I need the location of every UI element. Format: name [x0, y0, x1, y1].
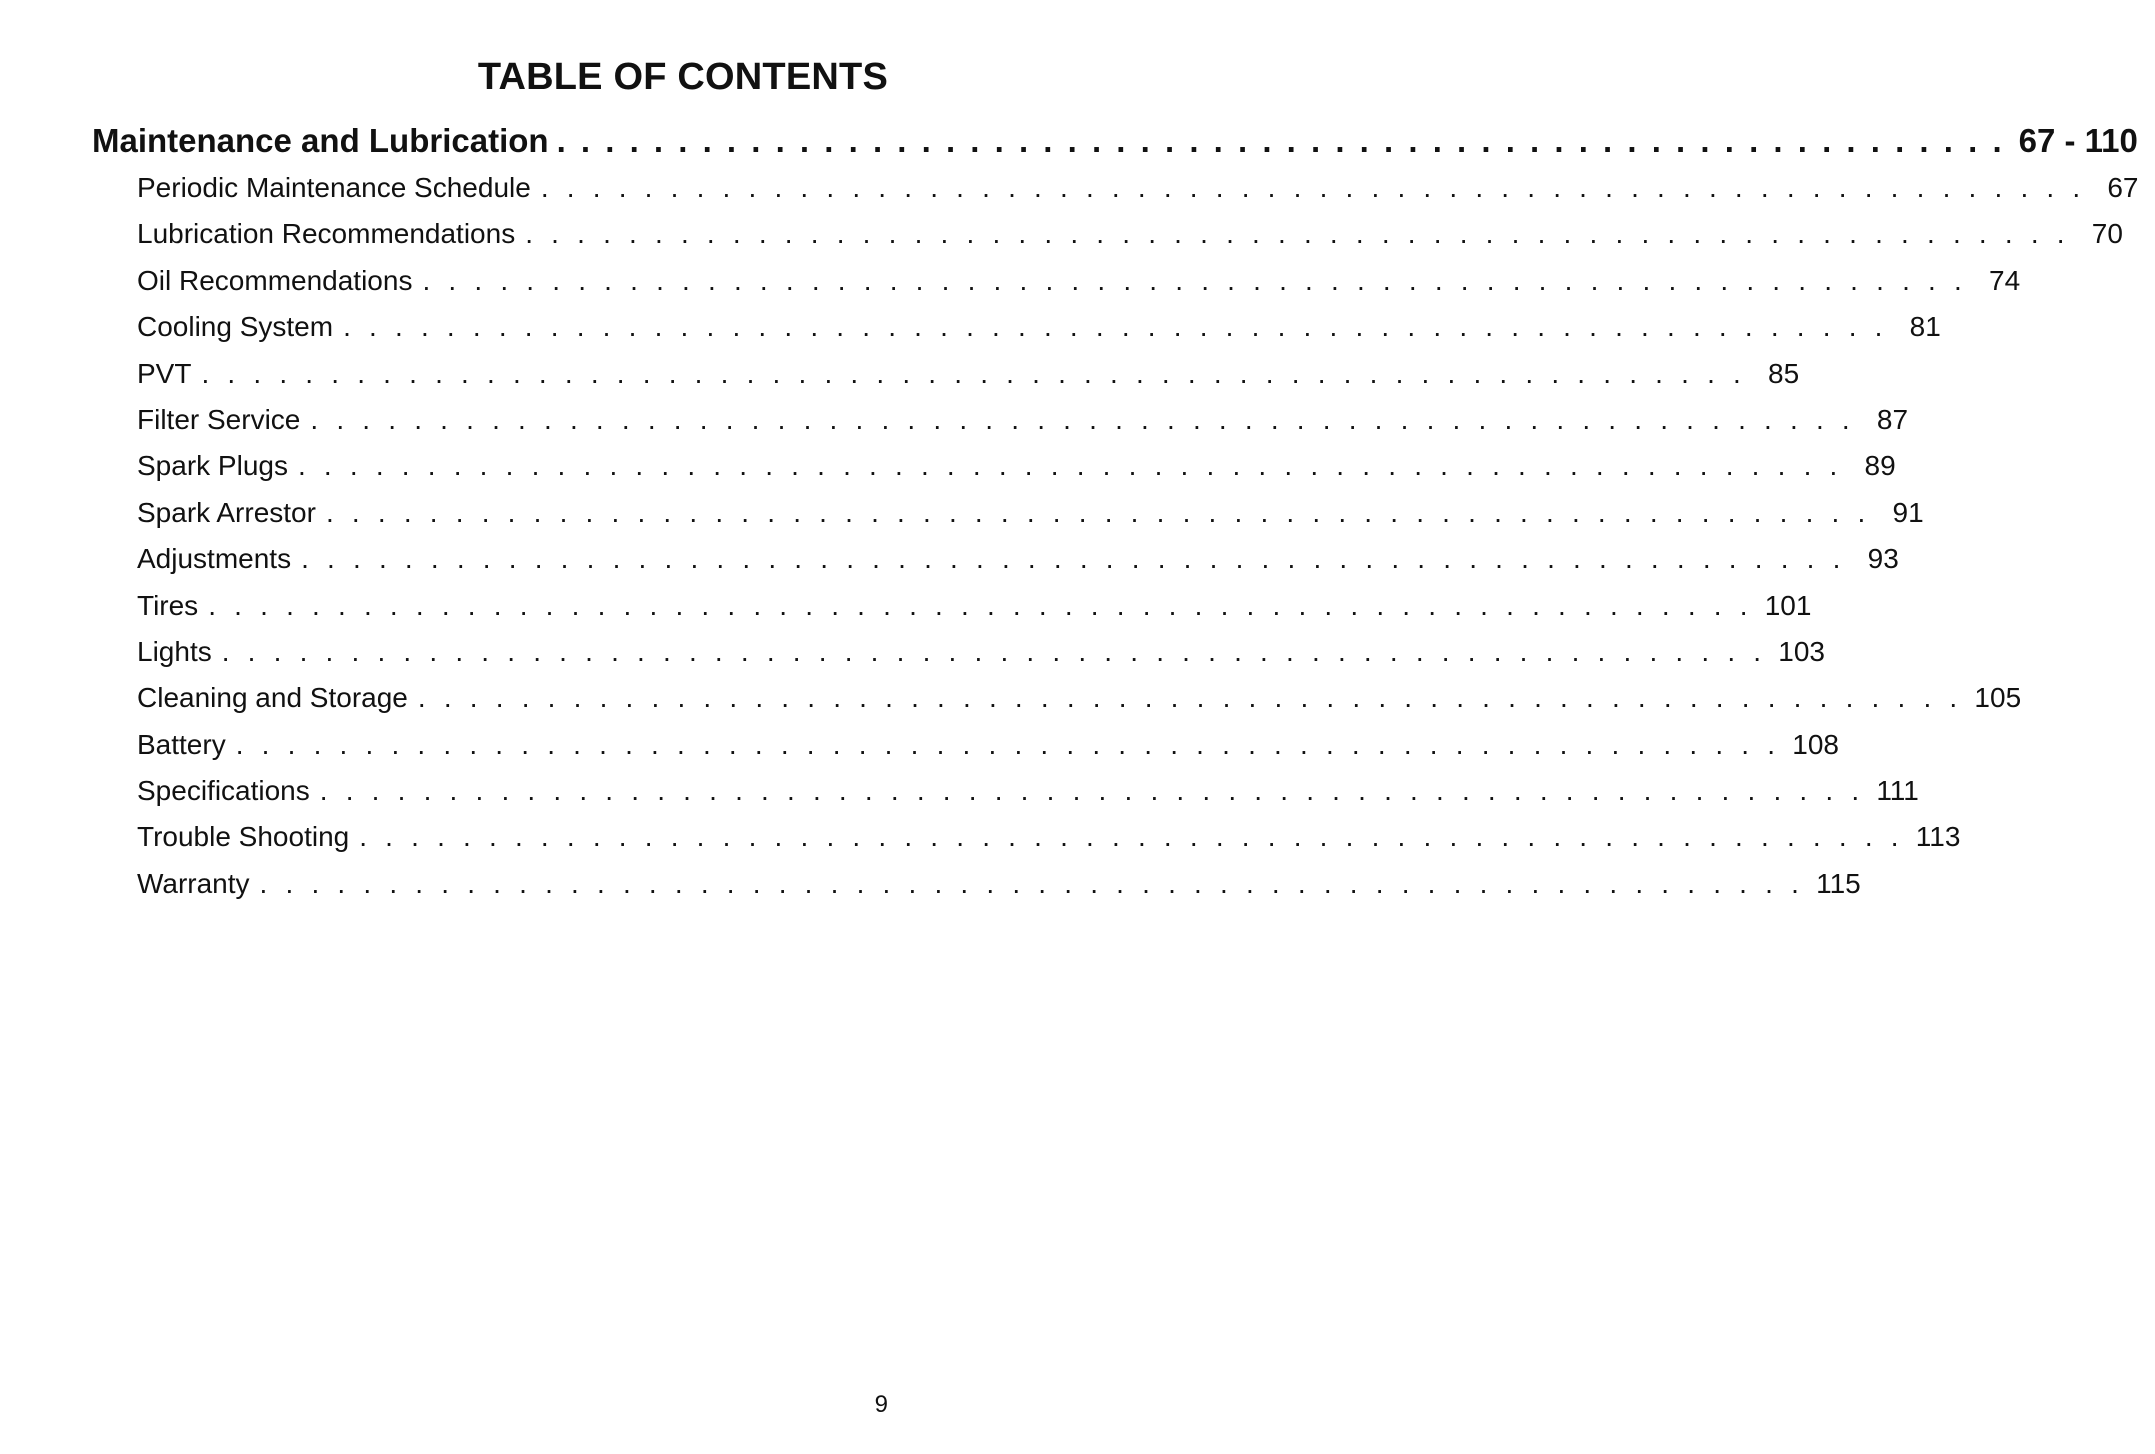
toc-entry-label: Trouble Shooting	[137, 821, 350, 853]
toc-entry[interactable]	[137, 543, 1899, 589]
page-title: TABLE OF CONTENTS	[477, 56, 888, 98]
toc-entry-page: 115	[1816, 867, 1861, 899]
dot-leader: . . . . . . . . . . . . . . . . . . . . . . . . . . . . . . . . . . . . . . . . . . . . . . . . . . . . . . . . . . . .	[259, 867, 1805, 899]
toc-entry-label: Periodic Maintenance Schedule	[137, 172, 531, 203]
toc-entry[interactable]	[137, 357, 1800, 404]
dot-leader: . . . . . . . . . . . . . . . . . . . . . . . . . . . . . . . . . . . . . . . . . . . . . . . . . . . . . . . . . . . .	[201, 357, 1747, 389]
section-label: Maintenance and Lubrication	[92, 122, 549, 159]
dot-leader: . . . . . . . . . . . . . . . . . . . . . . . . . . . . . . . . . . . . . . . . . . . . . . . . . . . . . . . . . . . .	[540, 172, 2086, 203]
toc-entry-label: Specifications	[137, 775, 310, 807]
toc-entry-label: PVT	[137, 357, 192, 389]
section-page-range: 67 - 110	[2018, 122, 2138, 159]
toc-entry-label: Lubrication Recommendations	[137, 218, 516, 250]
toc-entry[interactable]	[137, 589, 1812, 636]
dot-leader: . . . . . . . . . . . . . . . . . . . . . . . . . . . . . . . . . . . . . . . . . . . . . . . . . . . . . . . . . . . .	[208, 589, 1753, 621]
toc-entry-page: 111	[1876, 775, 1919, 807]
toc-entry-page: 85	[1768, 357, 1800, 389]
toc-entry-label: Spark Arrestor	[137, 496, 316, 528]
toc-entry[interactable]	[137, 218, 2123, 264]
toc-entry-page: 101	[1764, 589, 1812, 621]
toc-entry-page: 89	[1864, 450, 1896, 482]
toc-entry[interactable]	[137, 311, 1941, 357]
toc-entry-label: Tires	[137, 589, 199, 621]
toc-entry-page: 67	[2107, 172, 2139, 203]
toc-entry-label: Adjustments	[137, 543, 292, 575]
toc-section-heading[interactable]	[92, 122, 2138, 160]
toc-entry[interactable]	[137, 728, 1839, 775]
toc-entry-page: 103	[1778, 635, 1825, 667]
dot-leader: . . . . . . . . . . . . . . . . . . . . . . . . . . . . . . . . . . . . . . . . . . . . . . . . . . . . . . . . . . . .	[310, 403, 1855, 435]
dot-leader: . . . . . . . . . . . . . . . . . . . . . . . . . . . . . . . . . . . . . . . . . . . . . . . . . . . . . . . . . . . .	[235, 728, 1781, 760]
toc-entry-page: 74	[1989, 264, 2021, 296]
page-number: 9	[874, 1391, 888, 1418]
toc-entry-page: 87	[1876, 403, 1909, 435]
toc-entry-page: 113	[1915, 821, 1961, 853]
toc-entry[interactable]	[137, 450, 1896, 496]
toc-entry-page: 70	[2091, 218, 2123, 250]
dot-leader: . . . . . . . . . . . . . . . . . . . . . . . . . . . . . . . . . . . . . . . . . . . . . . . . . . . . . . . . . . . .	[221, 635, 1767, 667]
toc-entry-label: Cooling System	[137, 311, 334, 343]
toc-entry[interactable]	[137, 867, 1861, 914]
toc-entry-label: Lights	[137, 635, 212, 667]
dot-leader: . . . . . . . . . . . . . . . . . . . . . . . . . . . . . . . . . . . . . . . . . . . . . . . . . . . . . . . . . . . .	[417, 682, 1963, 714]
toc-entry-page: 93	[1867, 543, 1899, 575]
toc-entry-page: 108	[1792, 728, 1839, 760]
toc-entry[interactable]	[137, 821, 1961, 867]
dot-leader: . . . . . . . . . . . . . . . . . . . . . . . . . . . . . . . . . . . . . . . . . . . . . . . . . . . . . . . . . . . .	[325, 496, 1871, 528]
toc-entry[interactable]	[137, 682, 2022, 728]
toc-entry-label: Oil Recommendations	[137, 264, 413, 296]
dot-leader: . . . . . . . . . . . . . . . . . . . . . . . . . . . . . . . . . . . . . . . . . . . . . . . . . . . . . . . . . . . .	[422, 264, 1967, 296]
toc-entry-page: 91	[1892, 496, 1924, 528]
toc-entry[interactable]	[137, 172, 2139, 218]
toc-entry-label: Warranty	[137, 867, 250, 899]
dot-leader: . . . . . . . . . . . . . . . . . . . . . . . . . . . . . . . . . . . . . . . . . . . . . . . . . . . . . . . . . . . .	[525, 218, 2070, 250]
toc-entry[interactable]	[137, 635, 1825, 682]
dot-leader: . . . . . . . . . . . . . . . . . . . . . . . . . . . . . . . . . . . . . . . . . . . . . . . . . . . . . . . . . . . .	[301, 543, 1846, 575]
dot-leader: . . . . . . . . . . . . . . . . . . . . . . . . . . . . . . . . . . . . . . . . . . . . . . . . . . . . . . . . . . . .	[343, 311, 1888, 343]
toc-entry-label: Cleaning and Storage	[137, 682, 408, 714]
toc-entry-label: Filter Service	[137, 403, 301, 435]
dot-leader: . . . . . . . . . . . . . . . . . . . . . . . . . . . . . . . . . . . . . . . . . . . . . . . . . . . . . . . . . . . .	[319, 775, 1865, 807]
dot-leader: . . . . . . . . . . . . . . . . . . . . . . . . . . . . . . . . . . . . . . . . . . . . . . . . . . . . . . . . . . . .	[297, 450, 1843, 482]
toc-entry-page: 81	[1909, 311, 1941, 343]
dot-leader: . . . . . . . . . . . . . . . . . . . . . . . . . . . . . . . . . . . . . . . . . . . . . . . . . . . . . . . . . . . .	[556, 122, 2005, 159]
toc-entry-label: Battery	[137, 728, 226, 760]
dot-leader: . . . . . . . . . . . . . . . . . . . . . . . . . . . . . . . . . . . . . . . . . . . . . . . . . . . . . . . . . . . .	[359, 821, 1904, 853]
toc-entry-page: 105	[1974, 682, 2022, 714]
toc-entry-label: Spark Plugs	[137, 450, 288, 482]
toc-entry[interactable]	[137, 775, 1919, 821]
toc-entry[interactable]	[137, 403, 1909, 450]
toc-entry[interactable]	[137, 496, 1924, 543]
toc-entry[interactable]	[137, 264, 2021, 311]
toc-list	[137, 172, 2139, 914]
